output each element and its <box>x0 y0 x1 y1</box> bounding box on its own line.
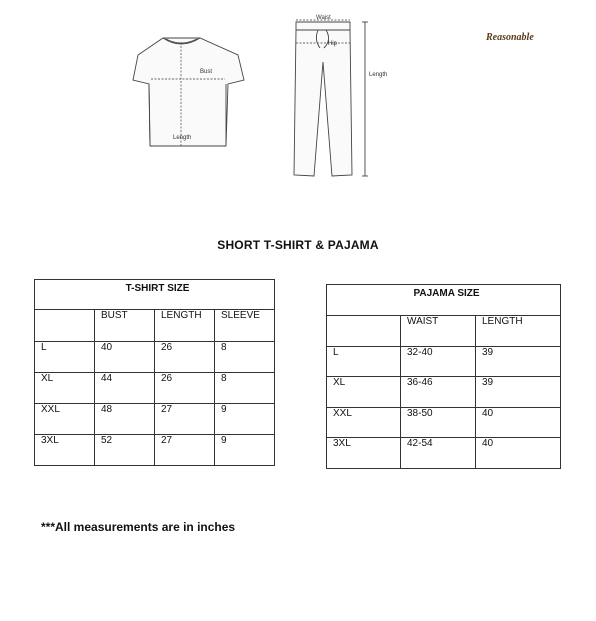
pajama-table-caption: PAJAMA SIZE <box>327 285 561 316</box>
table-row <box>327 408 561 438</box>
brand-logo <box>486 32 534 43</box>
table-cell: 44 <box>95 373 155 404</box>
table-caption-row <box>327 285 561 316</box>
table-header-row <box>327 316 561 347</box>
table-cell: 9 <box>215 435 275 466</box>
measurement-note: ***All measurements are in inches <box>41 520 236 534</box>
header-cell: SLEEVE <box>215 310 275 342</box>
header-cell: LENGTH <box>155 310 215 342</box>
table-row <box>327 438 561 469</box>
table-row <box>35 342 275 373</box>
tshirt-size-table <box>34 279 275 466</box>
size-cell: XL <box>35 373 95 404</box>
header-cell: WAIST <box>401 316 476 347</box>
size-diagram <box>0 0 596 200</box>
table-cell: 38-50 <box>401 408 476 438</box>
size-cell: XXL <box>35 404 95 435</box>
header-cell: BUST <box>95 310 155 342</box>
table-caption-row <box>35 280 275 310</box>
size-cell: 3XL <box>327 438 401 469</box>
table-cell: 32-40 <box>401 347 476 377</box>
tshirt-bust-label: Bust <box>200 69 213 75</box>
pajama-size-table <box>326 284 561 469</box>
table-cell: 26 <box>155 342 215 373</box>
size-cell: 3XL <box>35 435 95 466</box>
header-cell <box>327 316 401 347</box>
brand-logo-text: Reasonable <box>486 32 534 43</box>
pajama-hip-label: Hip <box>328 41 338 47</box>
header-cell <box>35 310 95 342</box>
tshirt-length-label: Length <box>173 135 192 141</box>
table-cell: 36-46 <box>401 377 476 408</box>
size-cell: XL <box>327 377 401 408</box>
table-cell: 39 <box>476 377 561 408</box>
table-row <box>35 373 275 404</box>
size-cell: L <box>35 342 95 373</box>
table-cell: 52 <box>95 435 155 466</box>
table-row <box>35 404 275 435</box>
table-cell: 40 <box>476 438 561 469</box>
tshirt-illustration <box>133 38 244 146</box>
table-header-row <box>35 310 275 342</box>
table-cell: 48 <box>95 404 155 435</box>
table-row <box>327 377 561 408</box>
table-row <box>35 435 275 466</box>
table-cell: 8 <box>215 373 275 404</box>
table-cell: 27 <box>155 404 215 435</box>
pajama-length-label: Length <box>369 72 388 78</box>
tshirt-table-caption: T-SHIRT SIZE <box>35 280 275 310</box>
table-cell: 40 <box>95 342 155 373</box>
page-title: SHORT T-SHIRT & PAJAMA <box>217 238 379 252</box>
table-cell: 9 <box>215 404 275 435</box>
header-cell: LENGTH <box>476 316 561 347</box>
size-cell: XXL <box>327 408 401 438</box>
pajama-waist-label: Waist <box>316 15 331 21</box>
table-cell: 40 <box>476 408 561 438</box>
table-cell: 27 <box>155 435 215 466</box>
table-cell: 39 <box>476 347 561 377</box>
size-cell: L <box>327 347 401 377</box>
table-cell: 42-54 <box>401 438 476 469</box>
table-row <box>327 347 561 377</box>
table-cell: 8 <box>215 342 275 373</box>
table-cell: 26 <box>155 373 215 404</box>
